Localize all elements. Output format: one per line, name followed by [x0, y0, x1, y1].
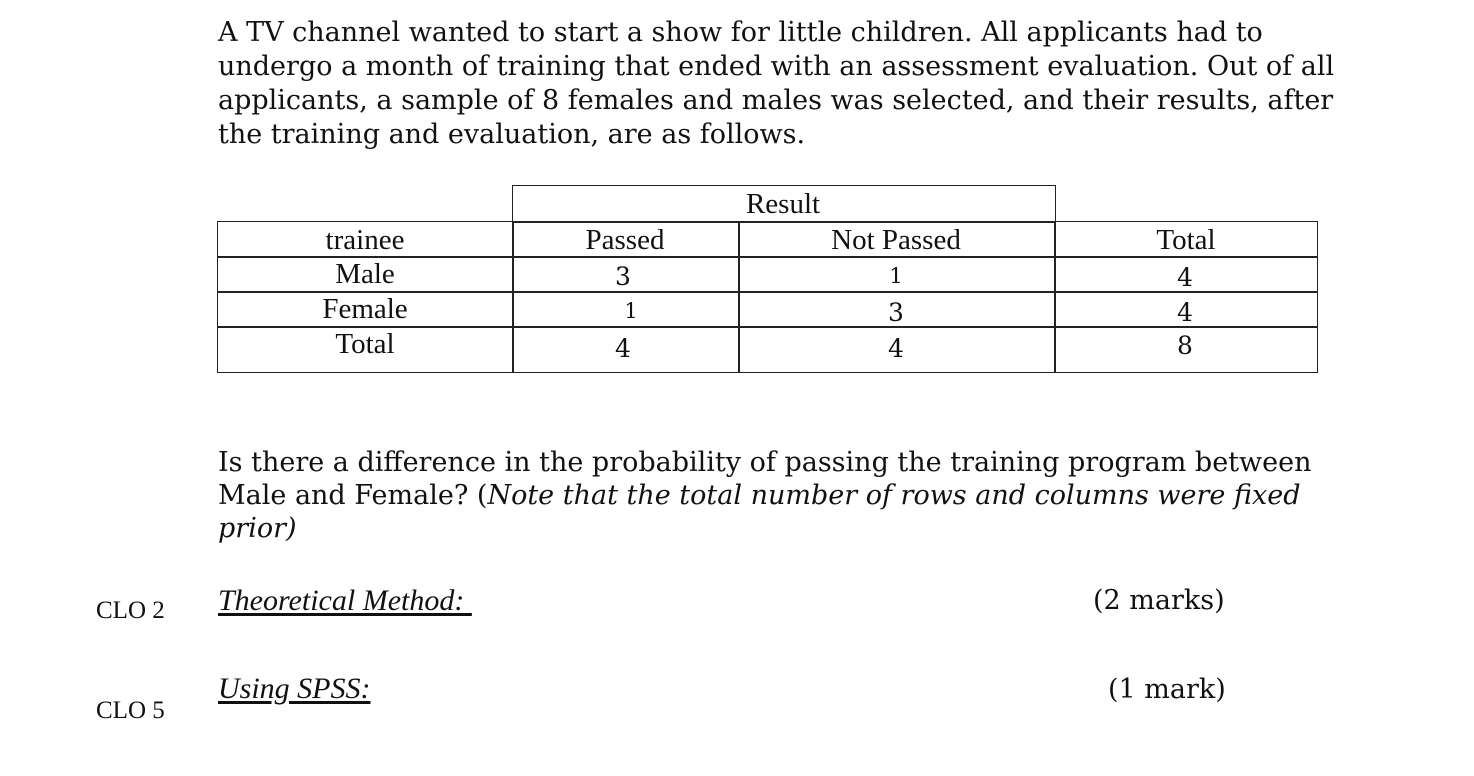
cell-male-passed: 3 [615, 262, 631, 291]
question-line: Is there a difference in the probability of passing the training program between [218, 447, 1312, 478]
cell-grand-total: 8 [1177, 331, 1193, 360]
question-line [218, 512, 1298, 545]
clo-label: CLO 2 [96, 597, 165, 624]
row-label-total: Total [335, 328, 395, 360]
using-spss-heading: Using SPSS: [218, 672, 371, 705]
cell-male-not-passed: 1 [889, 264, 903, 288]
cell-female-total: 4 [1177, 298, 1193, 327]
marks-label: (1 mark) [1108, 674, 1226, 705]
row-label-male: Male [335, 258, 395, 290]
intro-paragraph [218, 16, 1335, 152]
intro-line: undergo a month of training that ended with an assessment evaluation. Out of all [218, 51, 1335, 82]
row-label-female: Female [322, 293, 408, 325]
question-paragraph [218, 446, 1312, 545]
question-line [218, 479, 1301, 512]
cell-female-not-passed: 3 [888, 298, 904, 327]
marks-label: (2 marks) [1093, 585, 1225, 616]
header-trainee: trainee [325, 224, 405, 256]
cell-female-passed: 1 [624, 299, 638, 323]
intro-line: the training and evaluation, are as follows. [218, 119, 806, 150]
intro-line: applicants, a sample of 8 females and males was selected, and their results, after [218, 85, 1334, 116]
cell-total-not-passed: 4 [888, 334, 904, 363]
question-text: Male and Female? ( [218, 480, 488, 511]
cell-total-passed: 4 [615, 334, 631, 363]
header-not-passed: Not Passed [831, 224, 961, 256]
cell-male-total: 4 [1177, 263, 1193, 292]
clo-label: CLO 5 [96, 697, 165, 724]
intro-line: A TV channel wanted to start a show for little children. All applicants had to [218, 17, 1263, 48]
question-note: Note that the total number of rows and columns were fixed [487, 480, 1301, 511]
result-group-header: Result [745, 188, 821, 220]
question-note-end: prior) [218, 513, 297, 544]
theoretical-method-heading: Theoretical Method: [218, 584, 472, 617]
header-total: Total [1156, 224, 1216, 256]
header-passed: Passed [585, 224, 665, 256]
